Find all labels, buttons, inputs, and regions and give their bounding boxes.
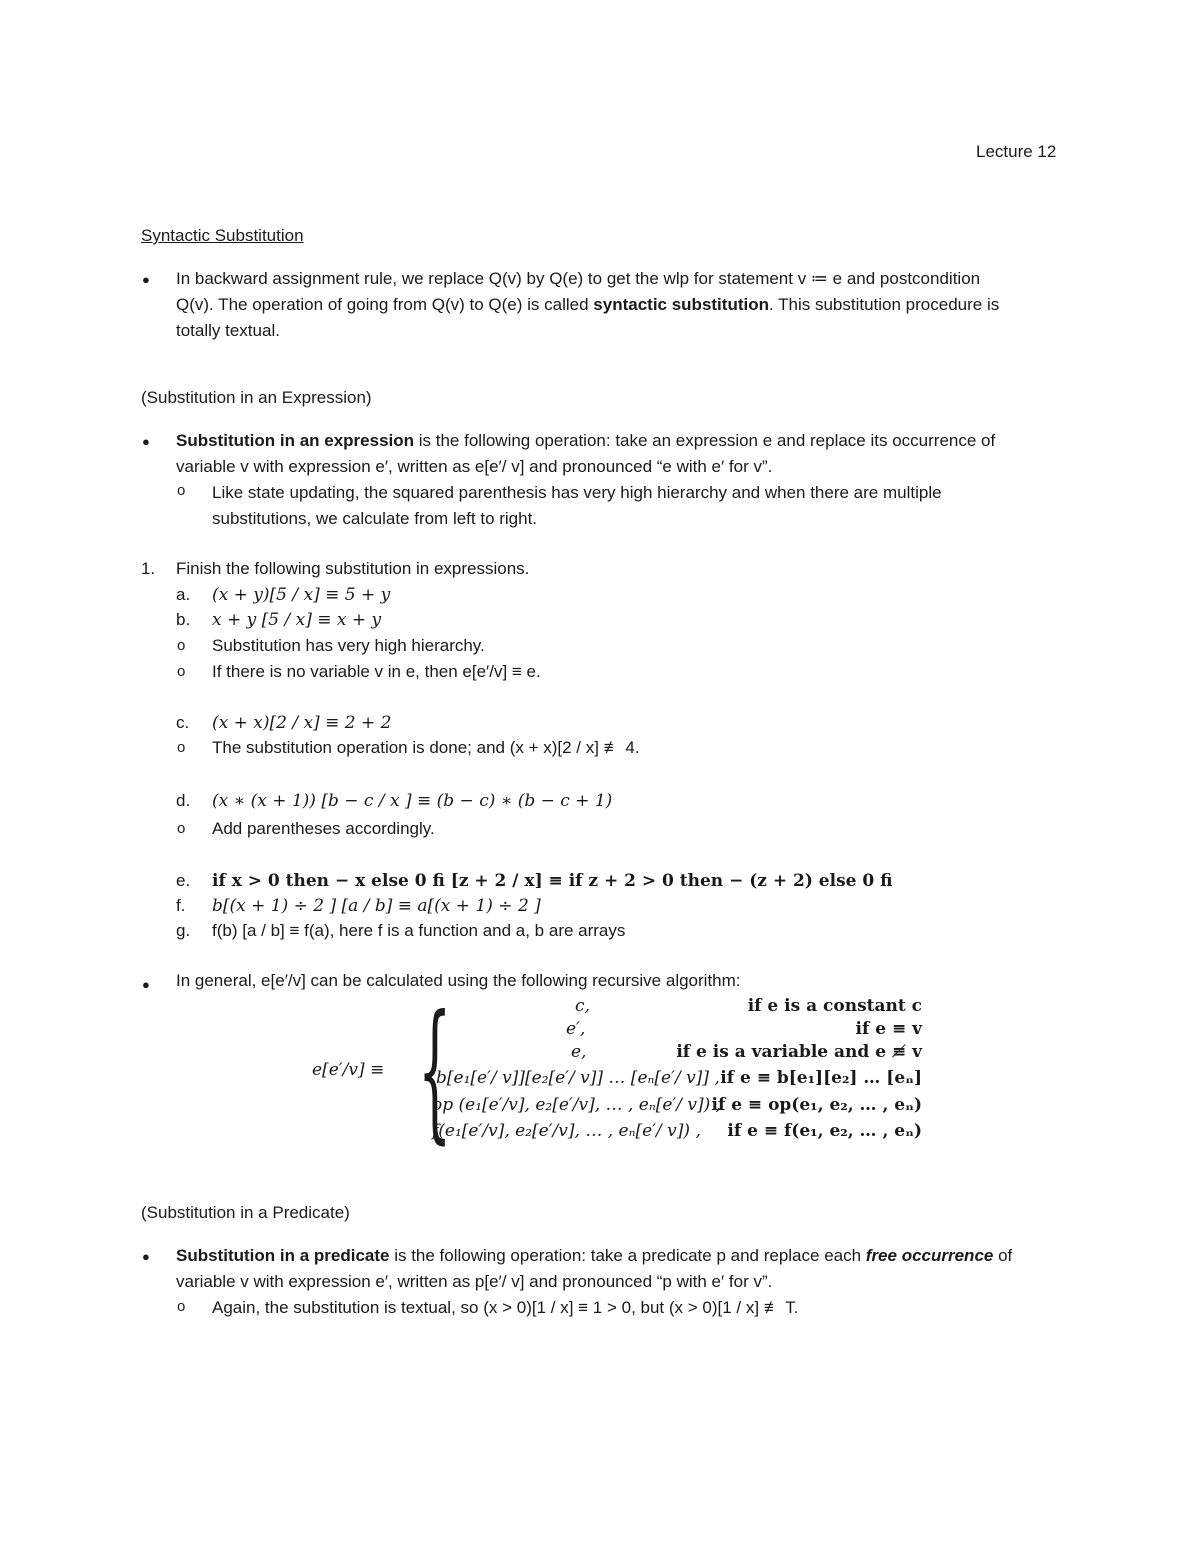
item-expression: if x > 0 then − x else 0 fi [z + 2 / x] ≡ if z + 2 > 0 then − (z + 2) else 0 fi [212, 871, 893, 891]
text-span: . This substitution procedure is [768, 295, 1000, 314]
sub-bullet-icon: o [177, 1298, 186, 1315]
item-expression: (x + y)[5 / x] ≡ 5 + y [212, 585, 391, 605]
item-label: g. [176, 921, 191, 940]
text-span: is the following operation: take a predicate p and replace each [389, 1246, 866, 1265]
section-title-predicate: (Substitution in a Predicate) [141, 1203, 350, 1222]
bullet-icon: ● [142, 1249, 150, 1264]
text-span: Q(v). The operation of going from Q(v) to Q(e) is called [176, 295, 594, 314]
item-expression: x + y [5 / x] ≡ x + y [212, 610, 382, 630]
item-label: a. [176, 585, 191, 604]
note-text: If there is no variable v in e, then e[e′/v] ≡ e. [212, 662, 541, 681]
paragraph-line [176, 292, 1056, 318]
bold-term: Substitution in a predicate [176, 1246, 390, 1265]
case-value: c, [575, 996, 590, 1016]
item-label: d. [176, 791, 191, 810]
sub-bullet-icon: o [177, 739, 186, 756]
sub-paragraph [212, 480, 942, 532]
text-span: of [993, 1246, 1013, 1265]
section-title-expression: (Substitution in an Expression) [141, 388, 372, 407]
recursive-intro: In general, e[e′/v] can be calculated using the following recursive algorithm: [176, 971, 741, 990]
case-condition: if e ≡ f(e₁, e₂, … , eₙ) [727, 1121, 922, 1141]
item-expression: b[(x + 1) ÷ 2 ] [a / b] ≡ a[(x + 1) ÷ 2 ] [212, 896, 541, 916]
paragraph-backward-assignment [176, 266, 1056, 344]
case-condition: if e ≡ op(e₁, e₂, … , eₙ) [711, 1095, 922, 1115]
paragraph-line: Like state updating, the squared parenthesis has very high hierarchy and when there are multiple [212, 483, 942, 502]
text-span: is the following operation: take an expression e and replace its occurrence of [414, 431, 996, 450]
paragraph-predicate-definition [176, 1243, 1056, 1295]
paragraph-line: In backward assignment rule, we replace Q(v) by Q(e) to get the wlp for statement v ≔ e and postcondition [176, 269, 981, 288]
sub-bullet-icon: o [177, 820, 186, 837]
case-value: op (e₁[e′/v], e₂[e′/v], … , eₙ[e′/ v]) , [432, 1095, 722, 1115]
section-title-syntactic-substitution: Syntactic Substitution [141, 226, 304, 245]
note-text: The substitution operation is done; and (x + x)[2 / x] ≢ 4. [212, 738, 640, 757]
sub-bullet-icon: o [177, 663, 186, 680]
bold-term: syntactic substitution [593, 295, 769, 314]
paragraph-line [176, 428, 1056, 454]
bold-italic-term: free occurrence [865, 1246, 994, 1265]
bullet-icon: ● [142, 272, 150, 287]
case-condition: if e is a variable and e ≢ v [676, 1042, 922, 1062]
exercise-number: 1. [141, 559, 156, 578]
paragraph-expression-definition [176, 428, 1056, 480]
item-label: b. [176, 610, 191, 629]
paragraph-line: totally textual. [176, 321, 280, 340]
case-value: e′, [566, 1019, 586, 1039]
sub-paragraph: Again, the substitution is textual, so (x > 0)[1 / x] ≡ 1 > 0, but (x > 0)[1 / x] ≢ T. [212, 1298, 799, 1317]
case-value: f(e₁[e′/v], e₂[e′/v], … , eₙ[e′/ v]) , [432, 1121, 701, 1141]
case-value: b[e₁[e′/ v]][e₂[e′/ v]] … [eₙ[e′/ v]] , [436, 1068, 720, 1088]
item-expression: (x ∗ (x + 1)) [b − c / x ] ≡ (b − c) ∗ (b − c + 1) [212, 791, 613, 811]
case-condition: if e ≡ b[e₁][e₂] … [eₙ] [720, 1068, 922, 1088]
paragraph-line [176, 1243, 1056, 1269]
bold-term: Substitution in an expression [176, 431, 415, 450]
item-label: e. [176, 871, 191, 890]
item-label: f. [176, 896, 186, 915]
item-label: c. [176, 713, 190, 732]
left-brace-icon: { [418, 984, 452, 1158]
exercise-intro: Finish the following substitution in expressions. [176, 559, 530, 578]
case-condition: if e ≡ v [855, 1019, 922, 1039]
bullet-icon: ● [142, 977, 150, 992]
note-text: Substitution has very high hierarchy. [212, 636, 485, 655]
sub-bullet-icon: o [177, 482, 186, 499]
lecture-number: Lecture 12 [976, 142, 1057, 161]
recursive-lhs: e[e′/v] ≡ [312, 1060, 385, 1080]
item-expression: (x + x)[2 / x] ≡ 2 + 2 [212, 713, 392, 733]
sub-bullet-icon: o [177, 637, 186, 654]
case-condition: if e is a constant c [747, 996, 922, 1016]
paragraph-line: variable v with expression e′, written as e[e′/ v] and pronounced “e with e′ for v”. [176, 457, 773, 476]
case-value: e, [571, 1042, 587, 1062]
item-expression: f(b) [a / b] ≡ f(a), here f is a function and a, b are arrays [212, 921, 626, 940]
paragraph-line: variable v with expression e′, written as p[e′/ v] and pronounced “p with e′ for v”. [176, 1272, 773, 1291]
note-text: Add parentheses accordingly. [212, 819, 435, 838]
paragraph-line: substitutions, we calculate from left to right. [212, 509, 538, 528]
bullet-icon: ● [142, 434, 150, 449]
